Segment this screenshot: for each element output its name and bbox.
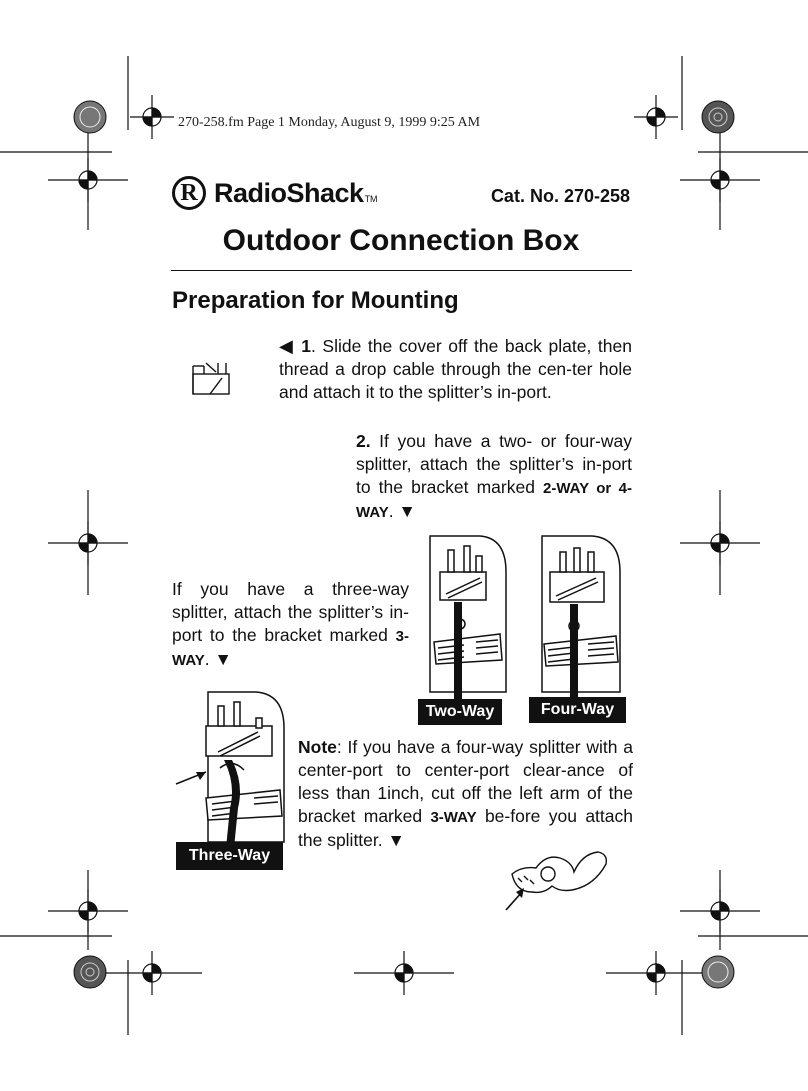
note-label: Note [298,737,337,757]
catalog-number: Cat. No. 270-258 [490,186,630,206]
three-way-bracket-marker: 3-WAY [172,628,409,669]
note-bracket-marker: 3-WAY [430,809,477,826]
step-2-end: . ▼ [388,501,416,521]
page-title: Outdoor Connection Box [222,224,580,257]
note-text: : If you have a four-way splitter with a center-port to center-port clear-ance of less than 1inch, cut off the left arm of the bracket marked [298,737,633,826]
brand-name: RadioShack [214,177,364,208]
file-header-line: 270-258.fm Page 1 Monday, August 9, 1999 9:25 AM [178,115,481,130]
note-text-end: be-fore you attach the splitter. ▼ [298,806,633,850]
step-2-bracket-marker: 2-WAY or 4-WAY [356,480,632,521]
step-2-number: 2. [356,431,371,451]
bracket-cut-illustration [502,846,612,916]
section-heading: Preparation for Mounting [172,287,459,314]
note-paragraph [298,736,633,852]
step-1 [279,335,632,404]
step-2-text: If you have a two- or four-way splitter, attach the splitter’s in-port to the bracket marked [356,431,632,497]
registered-mark-icon: R [172,176,206,210]
step-2 [356,430,632,524]
three-way-end: . ▼ [204,649,232,669]
four-way-label: Four-Way [529,697,626,723]
three-way-splitter-illustration [172,688,292,848]
slide-cover-icon [190,360,234,400]
brand-logo [172,176,378,210]
title-rule [171,270,632,271]
four-way-splitter-illustration [534,532,626,697]
left-arrow-icon: ◀ [279,336,295,356]
step-1-text: . Slide the cover off the back plate, then thread a drop cable through the cen-ter hole and attach it to the splitter’s in-port. [279,336,632,402]
three-way-label: Three-Way [176,842,283,870]
trademark-sign: TM [364,194,378,204]
three-way-text: If you have a three-way splitter, attach the splitter’s in-port to the bracket marked [172,579,409,645]
two-way-splitter-illustration [420,532,510,697]
two-way-label: Two-Way [418,699,502,725]
three-way-instructions [172,578,409,672]
step-1-number: 1 [301,336,311,356]
